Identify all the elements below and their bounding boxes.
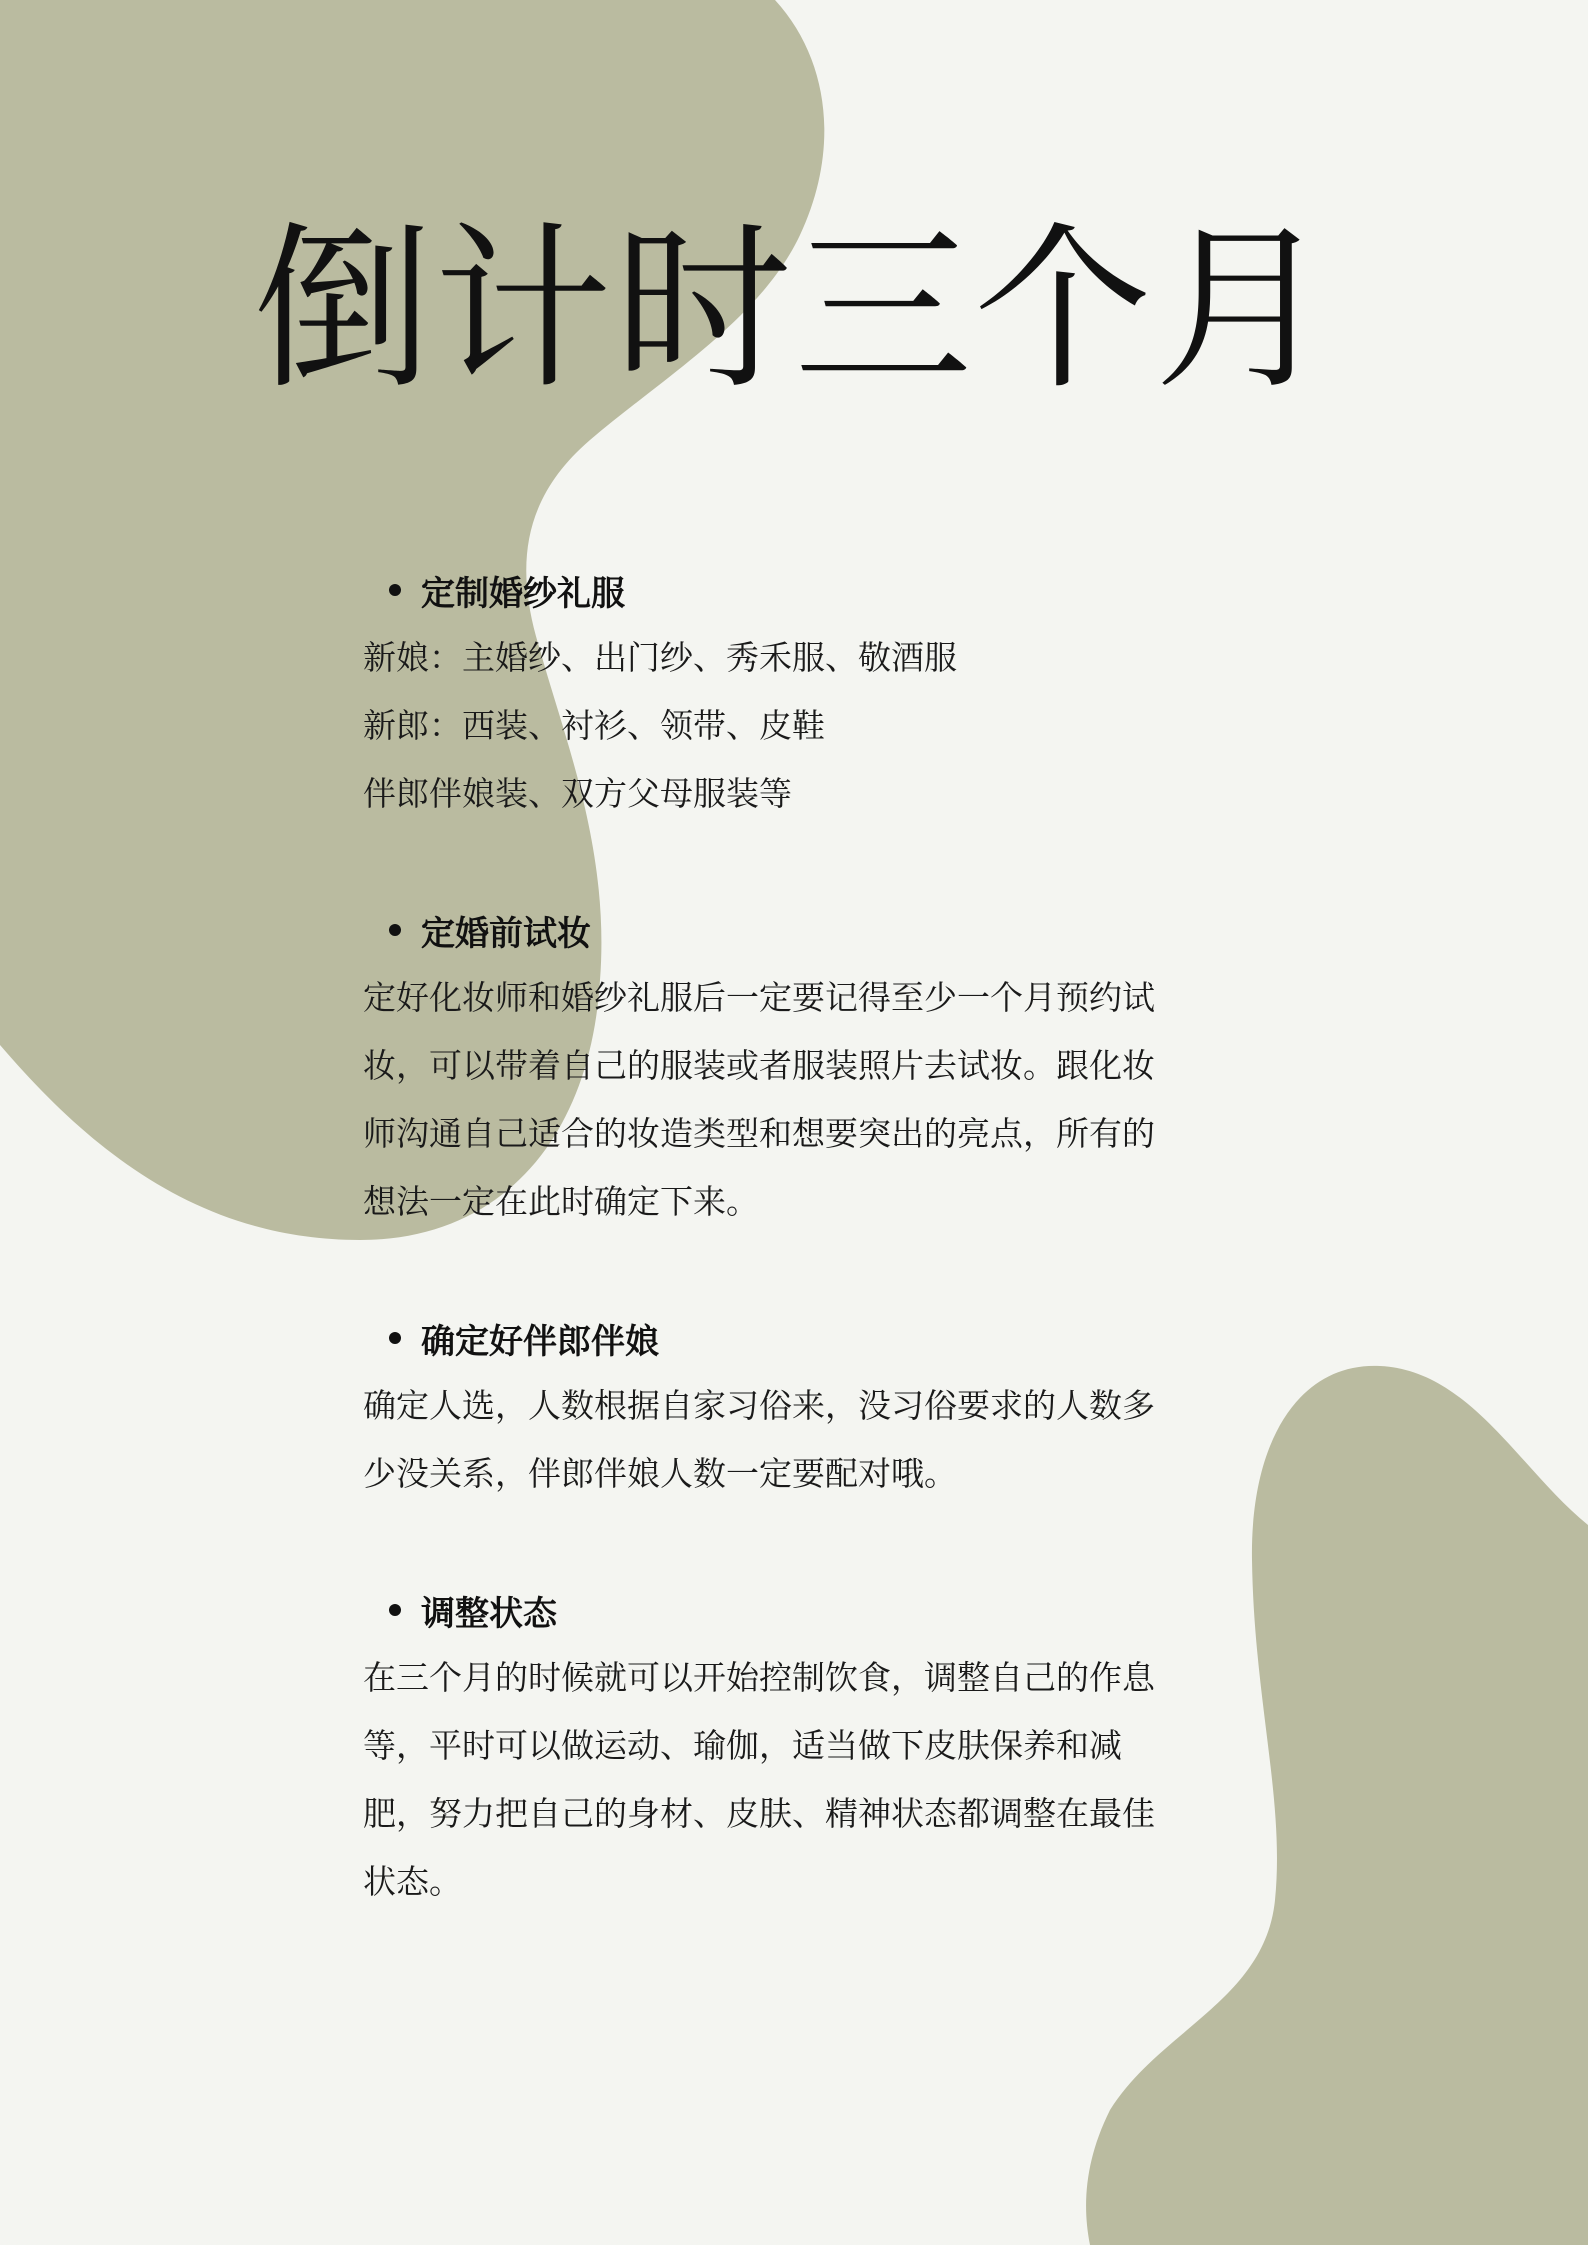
section-groomsmen-bridesmaids (363, 1304, 1203, 1508)
body-line: 妆，可以带着自己的服装或者服装照片去试妆。跟化妆 (363, 1046, 1155, 1085)
section-adjust-condition (363, 1576, 1203, 1916)
body-line: 伴郎伴娘装、双方父母服装等 (363, 774, 792, 813)
body-line: 想法一定在此时确定下来。 (363, 1182, 759, 1221)
bullet-icon (389, 1604, 401, 1616)
body-line: 等，平时可以做运动、瑜伽，适当做下皮肤保养和减 (363, 1726, 1122, 1765)
body-line: 在三个月的时候就可以开始控制饮食，调整自己的作息 (363, 1658, 1155, 1697)
body-line: 状态。 (363, 1862, 462, 1901)
bullet-icon (389, 924, 401, 936)
section-heading-text: 调整状态 (421, 1593, 557, 1634)
section-heading (363, 556, 1203, 624)
section-heading (363, 1576, 1203, 1644)
body-line: 新郎：西装、衬衫、领带、皮鞋 (363, 706, 825, 745)
section-makeup-trial (363, 896, 1203, 1236)
body-line: 新娘：主婚纱、出门纱、秀禾服、敬酒服 (363, 638, 957, 677)
section-heading (363, 896, 1203, 964)
section-heading-text: 定婚前试妆 (421, 913, 591, 954)
section-custom-wedding-dress (363, 556, 1203, 828)
section-heading (363, 1304, 1203, 1372)
body-line: 少没关系，伴郎伴娘人数一定要配对哦。 (363, 1454, 957, 1493)
section-heading-text: 确定好伴郎伴娘 (421, 1321, 659, 1362)
body-line: 师沟通自己适合的妆造类型和想要突出的亮点，所有的 (363, 1114, 1155, 1153)
bullet-icon (389, 1332, 401, 1344)
section-heading-text: 定制婚纱礼服 (421, 573, 625, 614)
body-line: 定好化妆师和婚纱礼服后一定要记得至少一个月预约试 (363, 978, 1155, 1017)
body-line: 确定人选，人数根据自家习俗来，没习俗要求的人数多 (363, 1386, 1155, 1425)
body-line: 肥，努力把自己的身材、皮肤、精神状态都调整在最佳 (363, 1794, 1155, 1833)
page-title: 倒计时三个月 (254, 206, 1334, 413)
bullet-icon (389, 584, 401, 596)
